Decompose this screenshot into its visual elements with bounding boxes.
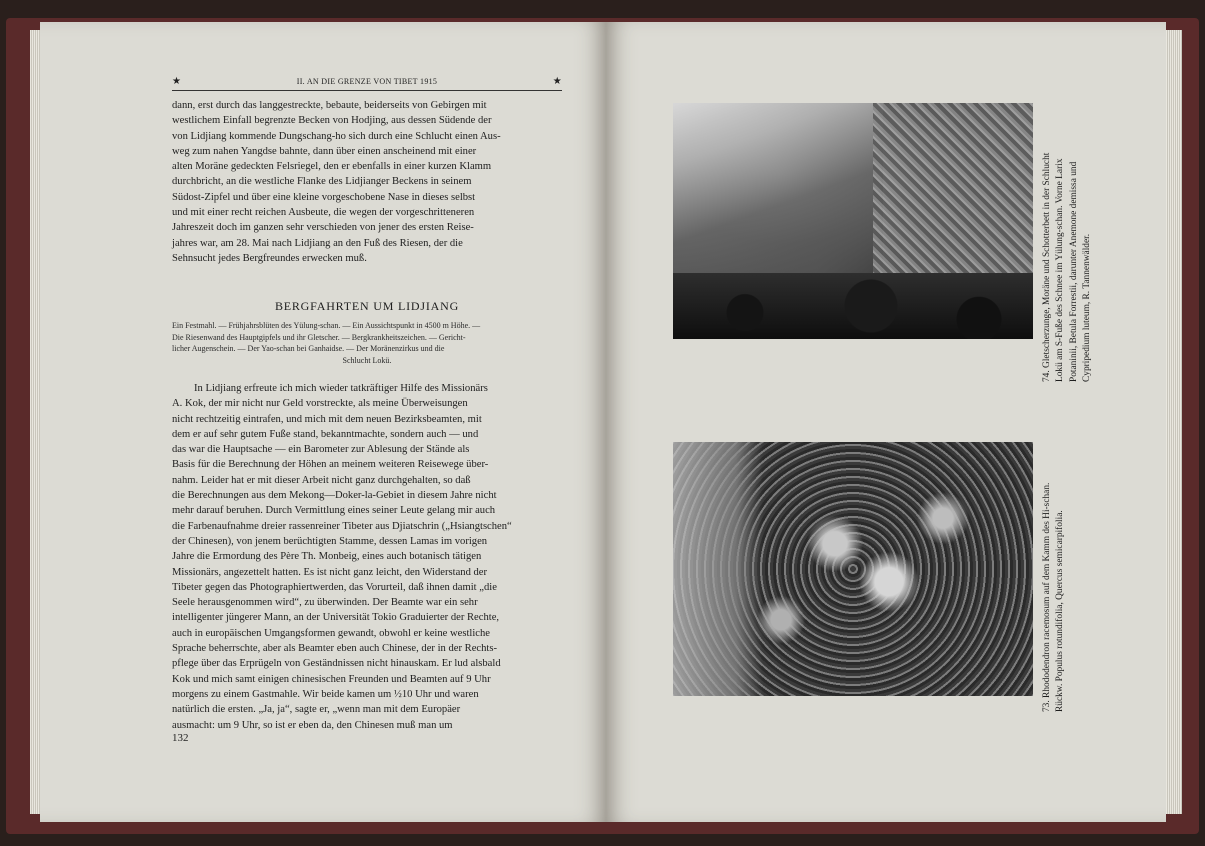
text-line: Tibeter gegen das Photographiertwerden, das Vorurteil, daß ihnen damit „die	[172, 581, 497, 593]
text-line: Missionärs, angezettelt hatten. Es ist nicht ganz leicht, den Widerstand der	[172, 566, 488, 578]
caption-line: 73. Rhododendron racemosum auf dem Kamm des Hi-schan.	[1042, 482, 1052, 712]
caption-plate-73	[1041, 483, 1068, 712]
text-line: nicht rechtzeitig eintrafen, und mich mit dem neuen Bezirksbeamten, mit	[172, 413, 482, 425]
summary-line: Ein Festmahl. — Frühjahrsblüten des Yülung-schan. — Ein Aussichtspunkt in 4500 m Höhe. —	[172, 321, 481, 330]
text-line: Sehnsucht jedes Bergfreundes erwecken muß.	[172, 252, 367, 264]
text-line: der Chinesen), von jenem berüchtigten Stamme, dessen Lamas im vorigen	[172, 535, 488, 547]
star-ornament-right: ★	[552, 76, 562, 87]
paragraph-1	[172, 98, 562, 266]
text-line: jahres war, am 28. Mai nach Lidjiang an den Fuß des Riesen, der die	[172, 237, 463, 249]
paragraph-2	[172, 381, 562, 733]
summary-line: licher Augenschein. — Der Yao-schan bei Ganhaidse. — Der Moränenzirkus und die	[172, 344, 445, 354]
text-line: alten Moräne gedeckten Felsriegel, den er ebenfalls in einer kurzen Klamm	[172, 161, 492, 173]
text-line: A. Kok, der mir nicht nur Geld vorstreckte, als meine Überweisungen	[172, 398, 468, 410]
text-line: mehr darauf beruhen. Durch Vermittlung eines seiner Leute gelang mir auch	[172, 505, 496, 517]
text-line: die Berechnungen aus dem Mekong—Doker-la-Gebiet in diesem Jahre nicht	[172, 490, 497, 502]
photo-rhododendron	[673, 442, 1033, 696]
text-line: durchbricht, an die westliche Flanke des Lidjianger Beckens in seinem	[172, 176, 472, 188]
chapter-summary	[172, 320, 562, 366]
text-line: Jahre die Ermordung des Père Th. Monbeig, eines auch botanisch tätigen	[172, 551, 482, 563]
text-line: dann, erst durch das langgestreckte, bebaute, beiderseits von Gebirgen mit	[172, 100, 487, 111]
text-line: die Farbenaufnahme dreier rassenreiner Tibeter aus Djiatschrin („Hsiangtschen“	[172, 520, 512, 532]
text-line: auch in europäischen Umgangsformen gewandt, obwohl er keine westliche	[172, 627, 491, 639]
section-title: BERGFAHRTEN UM LIDJIANG	[274, 299, 460, 313]
running-head-rule	[172, 90, 562, 91]
text-line: Kok und mich samt einigen chinesischen Freunden und Beamten auf 9 Uhr	[172, 673, 491, 685]
caption-line: Potaninii, Betula Forrestii, darunter Anemone demissa und	[1068, 161, 1079, 382]
text-line: Sprache beherrschte, aber als Beamter eben auch Chinese, der in der Rechts-	[172, 643, 498, 655]
summary-line: Die Riesenwand des Hauptgipfels und ihr Gletscher. — Bergkrankheitszeichen. — Gericht-	[172, 332, 466, 342]
text-line: Südost-Zipfel und über eine kleine vorgeschobene Nase in dieses selbst	[172, 191, 476, 203]
star-ornament-left: ★	[172, 76, 182, 87]
text-line: ausmacht: um 9 Uhr, so ist er eben da, den Chinesen muß man um	[172, 719, 453, 731]
photo-glacier-moraine	[673, 103, 1033, 339]
photo-foreground-shrubs	[673, 273, 1033, 339]
text-line: weg zum nahen Yangdse bahnte, dann über einen anscheinend mit einer	[172, 145, 477, 157]
running-head	[172, 76, 562, 87]
text-line: Jahreszeit doch im ganzen sehr verschieden von jener des ersten Reise-	[172, 222, 474, 234]
text-line: intelligenter jüngerer Mann, an der Universität Tokio Graduierter der Rechte,	[172, 612, 500, 624]
text-line: dem er auf sehr gutem Fuße stand, bekanntmachte, sondern auch — und	[172, 428, 479, 440]
text-line: westlichem Einfall begrenzte Becken von Hodjing, aus dessen Südende der	[172, 115, 492, 127]
text-line: natürlich die ersten. „Ja, ja“, sagte er, „wenn man mit dem Europäer	[172, 704, 461, 716]
text-line: nahm. Leider hat er mit dieser Arbeit nicht ganz durchgehalten, so daß	[172, 474, 471, 486]
caption-line: Rückw. Populus rotundifolia, Quercus semicarpifolia.	[1055, 510, 1066, 712]
caption-line: 74. Gletscherzunge, Moräne und Schotterbett in der Schlucht	[1042, 152, 1052, 382]
text-line: Basis für die Berechnung der Höhen an meinem weiteren Reisewege über-	[172, 459, 489, 471]
caption-plate-74	[1041, 153, 1095, 382]
text-line: Seele herausgenommen wird“, zu überwinden. Der Beamte war ein sehr	[172, 597, 478, 609]
text-line: und mit einer recht reichen Ausbeute, die wegen der vorgeschritteneren	[172, 207, 475, 219]
text-line: In Lidjiang erfreute ich mich wieder tatkräftiger Hilfe des Missionärs	[194, 383, 488, 394]
text-line: von Lidjiang kommende Dungschang-ho sich durch eine Schlucht einen Aus-	[172, 130, 501, 142]
text-line: das war die Hauptsache — ein Barometer zur Ablesung der Stände als	[172, 444, 470, 456]
running-head-title: II. AN DIE GRENZE VON TIBET 1915	[296, 77, 438, 86]
caption-line: Cypripedium luteum, R. Tannenwälder.	[1082, 233, 1093, 382]
caption-line: Lokü am S-Fuße des Schnee im Yülung-schan. Vorne Larix	[1055, 158, 1066, 382]
summary-line: Schlucht Lokü.	[342, 355, 392, 365]
text-line: pflege über das Erprügeln von Geständnissen nicht hinauskam. Er lud alsbald	[172, 658, 501, 670]
page-number: 132	[172, 732, 189, 744]
text-line: morgens zu einem Gastmahle. Wir beide kamen um ½10 Uhr und waren	[172, 688, 479, 700]
photo-sky	[673, 442, 763, 696]
